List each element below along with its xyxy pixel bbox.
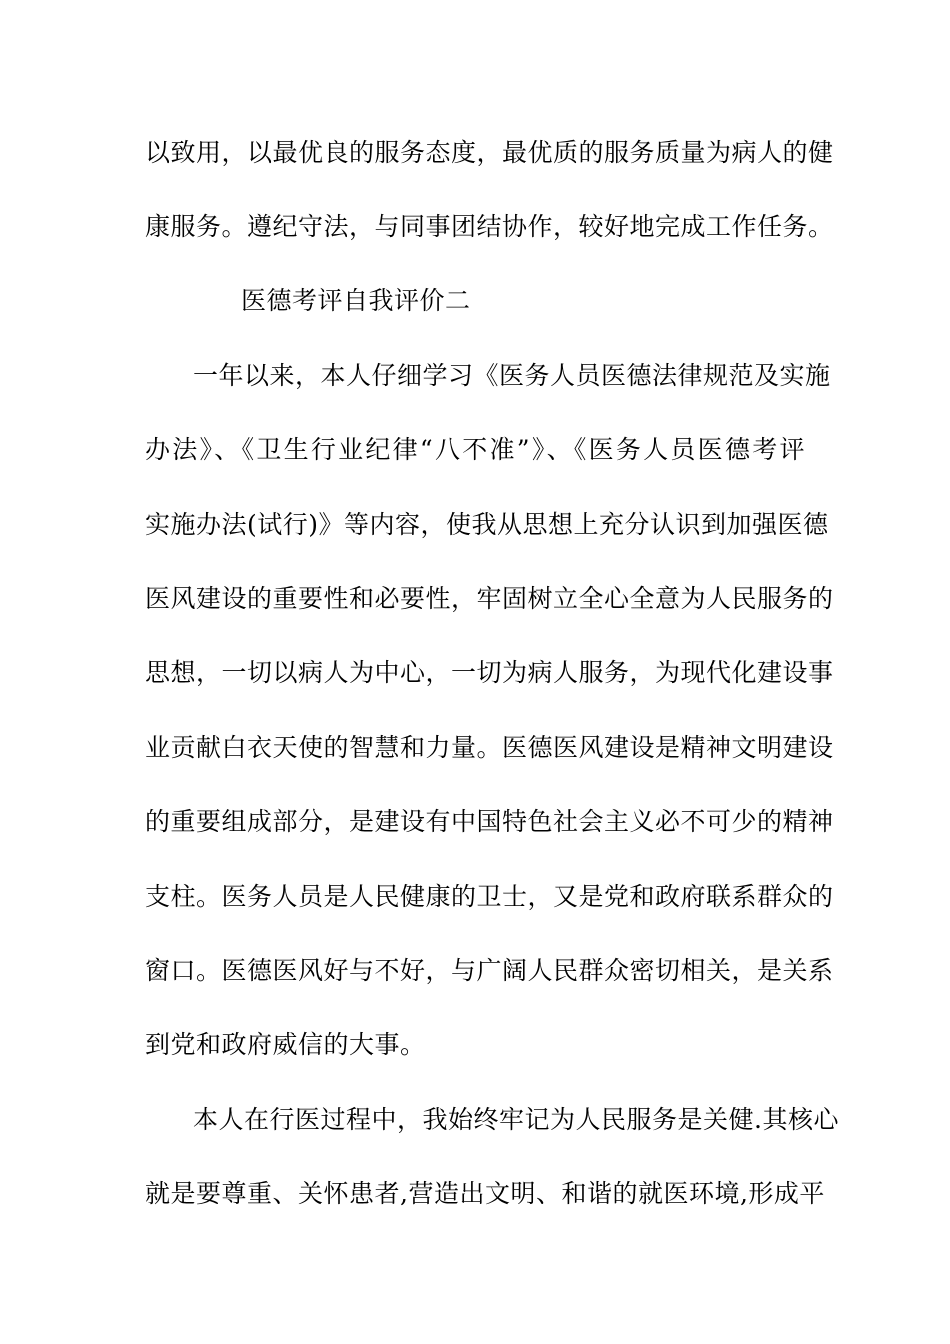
paragraph-line: 的重要组成部分，是建设有中国特色社会主义必不可少的精神 bbox=[145, 807, 834, 836]
paragraph-line: 医风建设的重要性和必要性，牢固树立全心全意为人民服务的 bbox=[145, 584, 834, 613]
text-line: 康服务。遵纪守法，与同事团结协作，较好地完成工作任务。 bbox=[145, 212, 834, 241]
paragraph-line: 思想，一切以病人为中心，一切为病人服务，为现代化建设事 bbox=[145, 658, 834, 687]
paragraph-line: 支柱。医务人员是人民健康的卫士，又是党和政府联系群众的 bbox=[145, 882, 834, 911]
paragraph-line: 办法》、《卫生行业纪律“八不准”》、《医务人员医德考评 bbox=[145, 435, 805, 464]
paragraph-line: 窗口。医德医风好与不好，与广阔人民群众密切相关，是关系 bbox=[145, 956, 834, 985]
paragraph-line: 到党和政府威信的大事。 bbox=[145, 1030, 426, 1059]
paragraph-line: 就是要尊重、关怀患者,营造出文明、和谐的就医环境,形成平 bbox=[145, 1179, 825, 1208]
text-line: 以致用，以最优良的服务态度，最优质的服务质量为病人的健 bbox=[145, 138, 834, 167]
paragraph-line: 本人在行医过程中，我始终牢记为人民服务是关健.其核心 bbox=[193, 1105, 839, 1134]
paragraph-line: 实施办法(试行)》等内容，使我从思想上充分认识到加强医德 bbox=[145, 510, 829, 539]
section-title: 医德考评自我评价二 bbox=[241, 286, 471, 315]
paragraph-line: 业贡献白衣天使的智慧和力量。医德医风建设是精神文明建设 bbox=[145, 733, 834, 762]
paragraph-line: 一年以来，本人仔细学习《医务人员医德法律规范及实施 bbox=[193, 361, 831, 390]
